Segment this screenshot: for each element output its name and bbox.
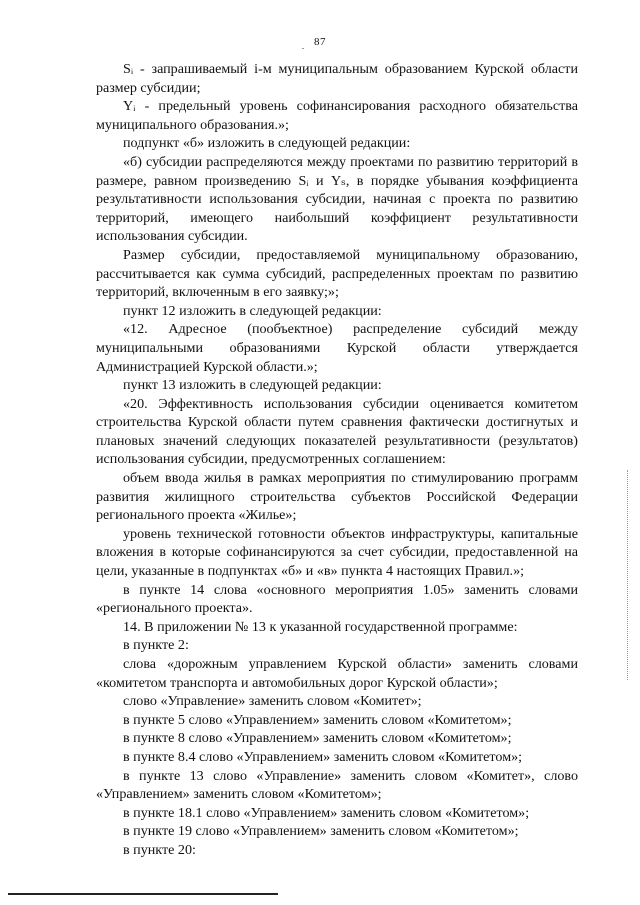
paragraph-16: слово «Управление» заменить словом «Комитет»; bbox=[123, 693, 422, 710]
document-body bbox=[96, 60, 578, 860]
paragraph-13: 14. В приложении № 13 к указанной государственной программе: bbox=[123, 618, 518, 635]
page-number: 87 bbox=[314, 36, 326, 48]
paragraph-18: в пункте 8 слово «Управлением» заменить словом «Комитетом»; bbox=[123, 730, 512, 747]
paragraph-12: в пункте 14 слова «основного мероприятия 1.05» заменить словами «регионального проекта». bbox=[96, 581, 578, 617]
paragraph-4: «б) субсидии распределяются между проектами по развитию территорий в размере, равном произведению Sᵢ и Yₛ, в порядке убывания коэффициента результативности использования субсидии, начиная с проекта по развитию территорий, имеющего наибольший коэффициент результативности использования субсидии. bbox=[96, 153, 578, 245]
paragraph-11: уровень технической готовности объектов инфраструктуры, капитальные вложения в которые софинансируются за счет субсидии, предоставленной на цели, указанные в подпунктах «б» и «в» пункта 4 настоящих Правил.»; bbox=[96, 525, 578, 580]
paragraph-9: «20. Эффективность использования субсидии оценивается комитетом строительства Курской области путем сравнения фактически достигнутых и плановых значений следующих показателей результативности (результатов) использования субсидии, предусмотренных соглашением: bbox=[96, 395, 578, 468]
paragraph-19: в пункте 8.4 слово «Управлением» заменить словом «Комитетом»; bbox=[123, 748, 523, 765]
paragraph-2: Yᵢ - предельный уровень софинансирования расходного обязательства муниципального образования.»; bbox=[96, 98, 578, 133]
scan-speck bbox=[302, 48, 304, 49]
paragraph-17: в пункте 5 слово «Управлением» заменить словом «Комитетом»; bbox=[123, 711, 512, 728]
paragraph-3: подпункт «б» изложить в следующей редакции: bbox=[123, 135, 411, 152]
paragraph-15: слова «дорожным управлением Курской области» заменить словами «комитетом транспорта и автомобильных дорог Курской области»; bbox=[96, 656, 578, 691]
paragraph-7: «12. Адресное (пообъектное) распределение субсидий между муниципальными образованиями Курской области утверждается Администрацией Курской области.»; bbox=[96, 321, 578, 375]
paragraph-22: в пункте 19 слово «Управлением» заменить словом «Комитетом»; bbox=[123, 823, 519, 840]
footer-rule bbox=[8, 893, 278, 895]
paragraph-21: в пункте 18.1 слово «Управлением» заменить словом «Комитетом»; bbox=[123, 804, 530, 821]
paragraph-10: объем ввода жилья в рамках мероприятия по стимулированию программ развития жилищного строительства субъектов Российской Федерации регионального проекта «Жилье»; bbox=[96, 470, 578, 524]
scan-edge-mark bbox=[627, 470, 628, 680]
paragraph-20: в пункте 13 слово «Управление» заменить словом «Комитет», слово «Управлением» заменить словом «Комитетом»; bbox=[96, 767, 578, 803]
paragraph-14: в пункте 2: bbox=[123, 637, 189, 654]
paragraph-1: Sᵢ - запрашиваемый i-м муниципальным образованием Курской области размер субсидии; bbox=[96, 61, 578, 96]
paragraph-6: пункт 12 изложить в следующей редакции: bbox=[123, 302, 382, 319]
paragraph-23: в пункте 20: bbox=[123, 841, 196, 858]
paragraph-5: Размер субсидии, предоставляемой муниципальному образованию, рассчитывается как сумма субсидий, распределенных проектам по развитию территорий, включенным в его заявку;»; bbox=[96, 246, 578, 301]
paragraph-8: пункт 13 изложить в следующей редакции: bbox=[123, 377, 382, 394]
